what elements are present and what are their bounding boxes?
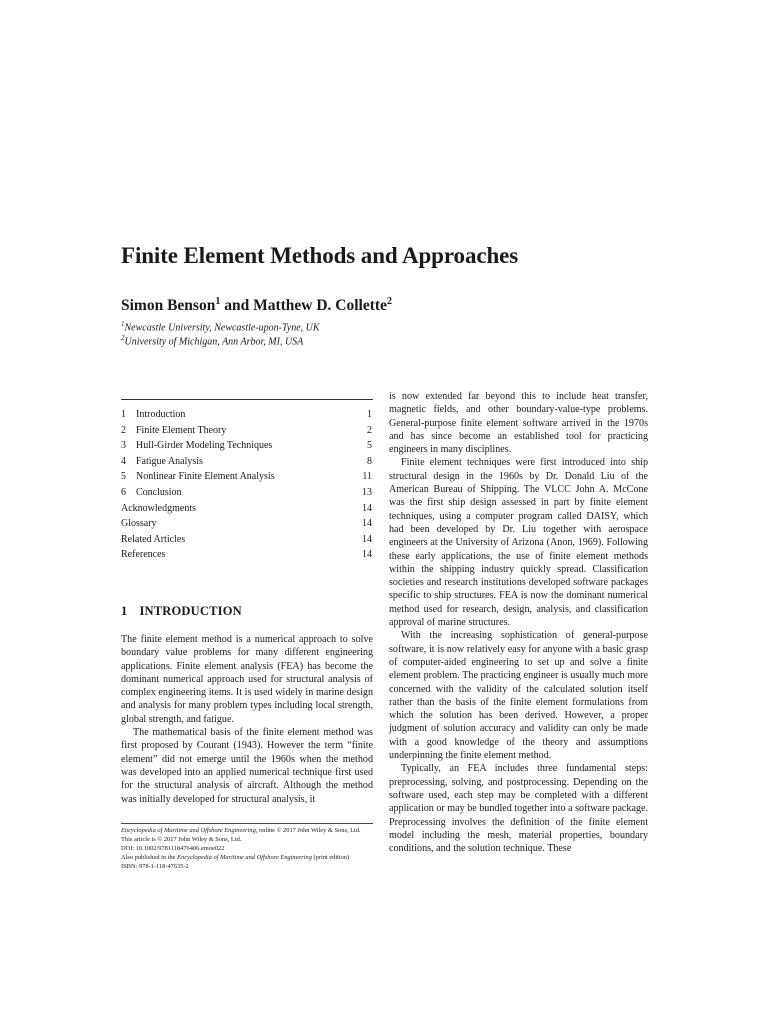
toc-entry[interactable] bbox=[121, 438, 372, 454]
toc-entry-label: Glossary bbox=[121, 518, 157, 530]
toc-entry-label: Hull-Girder Modeling Techniques bbox=[136, 440, 273, 452]
footnote-isbn: ISBN: 978-1-118-47635-2 bbox=[121, 863, 189, 870]
journal-name: Encyclopedia of Maritime and Offshore Engineering bbox=[121, 827, 256, 834]
toc-entry[interactable] bbox=[121, 407, 372, 423]
toc-entry-label: Acknowledgments bbox=[121, 502, 196, 514]
affiliation-1-text: Newcastle University, Newcastle-upon-Tyne, UK bbox=[124, 322, 320, 334]
toc-entry-page: 11 bbox=[362, 471, 372, 483]
footnote-line: This article is © 2017 John Wiley & Sons, Ltd. bbox=[121, 836, 242, 843]
toc-entry[interactable] bbox=[121, 423, 372, 439]
toc-entry-label: Finite Element Theory bbox=[136, 424, 227, 436]
author-list bbox=[121, 296, 392, 315]
affiliation-1 bbox=[121, 320, 320, 333]
toc-entry-page: 13 bbox=[362, 486, 372, 498]
toc-entry-page: 1 bbox=[367, 409, 372, 420]
section-heading bbox=[121, 604, 242, 619]
section-number: 1 bbox=[121, 604, 128, 618]
author-2: Matthew D. Collette bbox=[253, 297, 387, 315]
toc-entry[interactable] bbox=[121, 485, 372, 501]
toc-entry-page: 8 bbox=[367, 455, 372, 467]
toc-top-rule bbox=[121, 399, 373, 400]
toc-entry-page: 2 bbox=[367, 424, 372, 436]
paragraph: Typically, an FEA includes three fundamental steps: preprocessing, solving, and postprocessing. Depending on the software used, each step may be completed with a different application or may be bundled together into a software package. Preprocessing involves the definition of the finite element model including the mesh, material properties, boundary conditions, and the solution technique. These bbox=[389, 763, 648, 855]
footnote-rule bbox=[121, 823, 373, 824]
table-of-contents bbox=[121, 407, 372, 563]
paragraph: The finite element method is a numerical approach to solve boundary value problems for many different engineering applications. Finite element analysis (FEA) has become the dominant numerical approach used for structural analysis of complex engineering items. It is used widely in marine design and analysis for many problem types including local strength, global strength, and fatigue. bbox=[121, 634, 373, 725]
toc-entry-label: Nonlinear Finite Element Analysis bbox=[136, 471, 275, 483]
toc-entry-page: 14 bbox=[362, 549, 372, 561]
affiliation-2 bbox=[121, 334, 303, 347]
toc-entry-number: 6 bbox=[121, 486, 126, 498]
toc-entry[interactable] bbox=[121, 454, 372, 470]
toc-entry[interactable] bbox=[121, 516, 372, 532]
toc-entry-page: 14 bbox=[362, 518, 372, 530]
toc-entry-label: Introduction bbox=[136, 409, 186, 420]
toc-entry-label: References bbox=[121, 549, 166, 561]
affiliation-2-text: University of Michigan, Ann Arbor, MI, USA bbox=[124, 336, 304, 348]
toc-entry-number: 4 bbox=[121, 455, 126, 467]
left-column-body bbox=[121, 633, 373, 806]
footnote-doi[interactable]: DOI: 10.1002/9781118476406.emoe022 bbox=[121, 845, 225, 852]
toc-entry-number: 5 bbox=[121, 471, 126, 483]
paragraph: is now extended far beyond this to include heat transfer, magnetic fields, and other boundary-value-type problems. General-purpose finite element software arrived in the 1970s and has since become an established tool for practicing engineers in many disciplines. bbox=[389, 391, 648, 456]
toc-entry[interactable] bbox=[121, 469, 372, 485]
toc-entry-label: Related Articles bbox=[121, 533, 186, 545]
affiliation-1-mark: 1 bbox=[121, 320, 125, 328]
toc-entry-number: 1 bbox=[121, 409, 126, 420]
author-connector: and bbox=[220, 297, 254, 315]
author-1-affiliation-mark: 1 bbox=[215, 296, 221, 307]
footnote-line bbox=[121, 826, 381, 835]
footnote-text: , online © 2017 John Wiley & Sons, Ltd. bbox=[255, 827, 361, 834]
toc-entry-number: 3 bbox=[121, 440, 126, 452]
toc-entry[interactable] bbox=[121, 532, 372, 548]
toc-entry-page: 14 bbox=[362, 533, 372, 545]
journal-name: Encyclopedia of Maritime and Offshore Engineering bbox=[177, 854, 312, 861]
footnote-text: (print edition) bbox=[311, 854, 350, 861]
toc-entry[interactable] bbox=[121, 547, 372, 563]
author-1: Simon Benson bbox=[121, 297, 216, 315]
paragraph: With the increasing sophistication of general-purpose software, it is now relatively easy for anyone with a basic grasp of computer-aided engineering to set up and solve a finite element problem. The practicing engineer is usually much more concerned with the validity of the calculated solution itself rather than the basis of the finite element formulations from which the solution has been derived. However, a proper judgment of solution accuracy and validity can only be made with a good knowledge of the theory and assumptions underpinning the finite element method. bbox=[389, 630, 648, 762]
footnote-text: Also published in the bbox=[121, 854, 178, 861]
toc-entry-page: 5 bbox=[367, 440, 372, 452]
publication-footnote bbox=[121, 826, 381, 871]
footnote-line bbox=[121, 853, 381, 862]
paragraph: The mathematical basis of the finite element method was first proposed by Courant (1943). However the term “finite element” did not emerge until the 1960s when the method was developed into an applied numerical technique first used for the structural analysis of aircraft. Although the method was initially developed for structural analysis, it bbox=[121, 727, 373, 805]
toc-entry-page: 14 bbox=[362, 502, 372, 514]
affiliation-2-mark: 2 bbox=[121, 334, 125, 342]
section-title: INTRODUCTION bbox=[139, 604, 242, 618]
toc-entry[interactable] bbox=[121, 501, 372, 517]
author-2-affiliation-mark: 2 bbox=[386, 296, 392, 307]
toc-entry-number: 2 bbox=[121, 424, 126, 436]
toc-entry-label: Fatigue Analysis bbox=[136, 455, 203, 467]
paragraph: Finite element techniques were first introduced into ship structural design in the 1960s by Dr. Donald Liu of the American Bureau of Shipping. The VLCC John A. McCone was the first ship design assessed in part by finite element techniques, using a computer program called DAISY, which had been developed by Dr. Liu together with aerospace engineers at the University of Arizona (Anon, 1969). Following these early applications, the use of finite element methods within the shipping industry quickly spread. Classification societies and research institutions developed software packages specific to ship structures. FEA is now the dominant numerical method used for research, design, analysis, and classification approval of marine structures. bbox=[389, 457, 648, 629]
toc-entry-label: Conclusion bbox=[136, 486, 182, 498]
right-column-body bbox=[389, 390, 648, 855]
paper-title: Finite Element Methods and Approaches bbox=[121, 243, 519, 268]
